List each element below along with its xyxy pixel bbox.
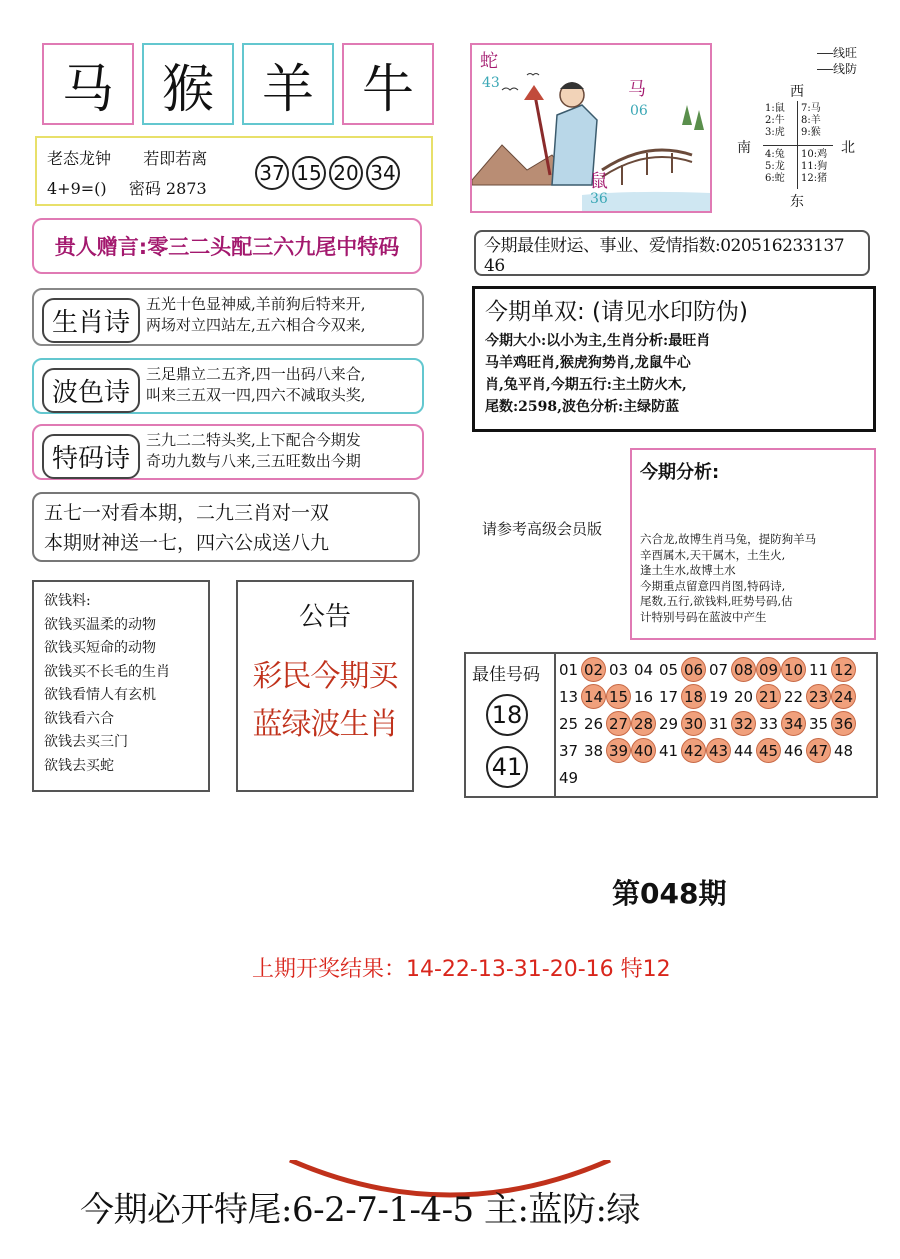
- money-line: 欲钱看情人有玄机: [44, 687, 156, 703]
- number-cell: 35: [808, 714, 829, 733]
- intro-ball: 37: [255, 156, 289, 190]
- poem-line: 五光十色显神威,羊前狗后特来开,: [146, 295, 366, 313]
- poem-box-special: [32, 424, 424, 480]
- number-cell-highlighted: 08: [731, 657, 756, 682]
- intro-balls: [255, 156, 403, 190]
- poem-box-color: [32, 358, 424, 414]
- number-cell-highlighted: 15: [606, 684, 631, 709]
- compass-south: 南: [737, 140, 751, 156]
- last-result: 上期开奖结果：14-22-13-31-20-16 特12: [252, 957, 671, 982]
- snake-label: 蛇: [480, 51, 498, 72]
- compass-cell: 9:猴: [801, 127, 821, 138]
- animal-char: 牛: [361, 59, 414, 120]
- number-cell-highlighted: 32: [731, 711, 756, 736]
- analysis-title: 今期分析:: [640, 462, 720, 483]
- analysis-line: 辛酉属木,天干属木，土生火,: [640, 547, 786, 562]
- analysis-line: 六合龙,故博生肖马兔，提防狗羊马: [640, 532, 817, 546]
- number-grid: [556, 656, 876, 791]
- analysis-line: 逢土生水,故博土水: [640, 563, 736, 577]
- number-cell-highlighted: 10: [781, 657, 806, 682]
- notice-box: [236, 580, 414, 792]
- number-cell: 04: [633, 660, 654, 679]
- compass-cell: 4:兔: [765, 149, 785, 160]
- best-pick: 18: [486, 694, 528, 736]
- analysis-box: [630, 448, 876, 640]
- poem-text: [146, 364, 366, 406]
- number-cell: 29: [658, 714, 679, 733]
- money-line: 欲钱买短命的动物: [44, 640, 156, 656]
- number-cell-highlighted: 06: [681, 657, 706, 682]
- horse-label: 马: [628, 79, 646, 100]
- animal-box-3: [242, 43, 334, 125]
- number-cell: 20: [733, 687, 754, 706]
- animal-char: 马: [61, 59, 114, 120]
- poem-label: 生肖诗: [42, 298, 140, 343]
- number-cell-highlighted: 14: [581, 684, 606, 709]
- number-cell-highlighted: 02: [581, 657, 606, 682]
- compass-left-bottom: [765, 149, 785, 185]
- intro-phrase-2: 若即若离: [143, 149, 208, 168]
- number-cell: 19: [708, 687, 729, 706]
- number-cell: 13: [558, 687, 579, 706]
- number-cell: 22: [783, 687, 804, 706]
- number-cell: 38: [583, 741, 604, 760]
- single-double-box: [472, 286, 876, 432]
- notice-line: 蓝绿波生肖: [252, 707, 398, 742]
- compass-cell: 3:虎: [765, 127, 785, 138]
- compass-right-top: [801, 103, 821, 139]
- number-cell: 33: [758, 714, 779, 733]
- animal-char: 猴: [161, 59, 214, 120]
- number-cell: 41: [658, 741, 679, 760]
- notice-line: 彩民今期买: [252, 659, 398, 694]
- number-cell-highlighted: 24: [831, 684, 856, 709]
- poem-line: 三九二二特头奖,上下配合今期发: [146, 431, 361, 449]
- compass-legend: [817, 45, 857, 77]
- money-line: 欲钱买不长毛的生肖: [44, 663, 170, 680]
- slogan-line: 五七一对看本期，二九三肖对一双: [44, 502, 330, 524]
- single-double-line: 肖,兔平肖,今期五行:主土防火木,: [485, 377, 687, 393]
- number-cell-highlighted: 23: [806, 684, 831, 709]
- single-double-line: 今期大小:以小为主,生肖分析:最旺肖: [485, 333, 711, 349]
- intro-ball: 20: [329, 156, 363, 190]
- intro-ball: 15: [292, 156, 326, 190]
- intro-phrase-1: 老态龙钟: [47, 149, 112, 168]
- compass-cell: 1:鼠: [765, 103, 785, 114]
- poem-label: 波色诗: [42, 368, 140, 413]
- number-cell-highlighted: 42: [681, 738, 706, 763]
- horse-num: 06: [630, 103, 648, 119]
- poem-text: [146, 430, 361, 472]
- index-bar: [474, 230, 870, 276]
- intro-box: [35, 136, 433, 206]
- number-cell: 46: [783, 741, 804, 760]
- analysis-line: 计特别号码在蓝波中产生: [640, 609, 767, 624]
- single-double-line: 马羊鸡旺肖,猴虎狗势肖,龙鼠牛心: [485, 355, 691, 371]
- compass-cell: 5:龙: [765, 161, 785, 172]
- compass-east: 东: [790, 194, 804, 210]
- compass-left-top: [765, 103, 785, 139]
- bottom-line: 今期必开特尾:6-2-7-1-4-5 主:蓝防:绿: [80, 1190, 640, 1230]
- compass-right-bottom: [801, 149, 827, 185]
- money-line: 欲钱买温柔的动物: [44, 616, 156, 633]
- compass-cell: 8:羊: [801, 115, 821, 126]
- number-cell: 26: [583, 714, 604, 733]
- number-cell-highlighted: 09: [756, 657, 781, 682]
- snake-num: 43: [482, 75, 500, 91]
- number-cell: 44: [733, 741, 754, 760]
- animal-box-4: [342, 43, 434, 125]
- compass-cell: 7:马: [801, 103, 821, 114]
- analysis-line: 尾数,五行,欲钱料,旺势号码,估: [640, 594, 793, 608]
- number-cell: 11: [808, 660, 829, 679]
- refer-text: 请参考高级会员版: [482, 520, 603, 538]
- compass: [735, 45, 875, 215]
- number-cell: 49: [558, 768, 579, 787]
- number-cell-highlighted: 27: [606, 711, 631, 736]
- number-cell: 05: [658, 660, 679, 679]
- slogan-box: [32, 492, 420, 562]
- compass-cell: 11:狗: [801, 161, 828, 172]
- gift-banner-text: 贵人赠言:零三二头配三六九尾中特码: [54, 235, 400, 259]
- legend-item: 线旺: [833, 46, 858, 60]
- compass-cell: 10:鸡: [801, 149, 828, 160]
- animal-box-2: [142, 43, 234, 125]
- compass-west: 西: [790, 84, 804, 100]
- number-cell: 48: [833, 741, 854, 760]
- compass-north: 北: [841, 140, 855, 156]
- legend-item: 线防: [833, 62, 858, 76]
- number-cell: 17: [658, 687, 679, 706]
- poem-text: [146, 294, 366, 336]
- index-bar-text: 今期最佳财运、事业、爱情指数:020516233137 46: [484, 235, 845, 276]
- money-title: 欲钱料:: [44, 593, 91, 609]
- notice-title: 公告: [298, 602, 351, 632]
- poem-line: 三足鼎立二五齐,四一出码八来合,: [146, 365, 366, 383]
- number-cell: 07: [708, 660, 729, 679]
- money-line: 欲钱去买蛇: [44, 757, 114, 774]
- poem-line: 两场对立四站左,五六相合今双来,: [146, 316, 366, 334]
- single-double-title: 今期单双: (请见水印防伪): [485, 299, 749, 325]
- rat-label: 鼠: [590, 171, 608, 192]
- number-cell-highlighted: 40: [631, 738, 656, 763]
- compass-cell: 12:猪: [801, 173, 828, 184]
- number-cell-highlighted: 12: [831, 657, 856, 682]
- poem-line: 叫来三五双一四,四六不减取头奖,: [146, 386, 366, 404]
- compass-cell: 6:蛇: [765, 173, 785, 184]
- number-cell-highlighted: 39: [606, 738, 631, 763]
- money-line: 欲钱去买三门: [44, 734, 128, 750]
- analysis-line: 今期重点留意四肖图,特码诗,: [640, 578, 786, 593]
- number-cell-highlighted: 34: [781, 711, 806, 736]
- number-cell-highlighted: 30: [681, 711, 706, 736]
- intro-password: 密码 2873: [128, 179, 207, 198]
- poem-line: 奇功九数与八来,三五旺数出今期: [146, 452, 361, 470]
- number-cell-highlighted: 21: [756, 684, 781, 709]
- best-numbers-label: 最佳号码: [472, 665, 540, 685]
- number-cell: 03: [608, 660, 629, 679]
- number-cell-highlighted: 36: [831, 711, 856, 736]
- number-cell-highlighted: 18: [681, 684, 706, 709]
- number-cell-highlighted: 47: [806, 738, 831, 763]
- compass-cell: 2:牛: [765, 115, 785, 126]
- number-cell: 31: [708, 714, 729, 733]
- rat-num: 36: [590, 191, 608, 207]
- single-double-line: 尾数:2598,波色分析:主绿防蓝: [485, 399, 680, 415]
- best-pick: 41: [486, 746, 528, 788]
- gift-banner: [32, 218, 422, 274]
- intro-ball: 34: [366, 156, 400, 190]
- number-cell: 37: [558, 741, 579, 760]
- intro-formula: 4+9=(): [47, 179, 107, 198]
- number-cell: 16: [633, 687, 654, 706]
- number-cell-highlighted: 43: [706, 738, 731, 763]
- number-cell: 01: [558, 660, 579, 679]
- poem-label: 特码诗: [42, 434, 140, 479]
- money-box: [32, 580, 210, 792]
- number-cell-highlighted: 45: [756, 738, 781, 763]
- slogan-line: 本期财神送一七，四六公成送八九: [44, 532, 330, 554]
- money-line: 欲钱看六合: [44, 710, 114, 727]
- animal-char: 羊: [261, 59, 314, 120]
- number-cell: 25: [558, 714, 579, 733]
- illustration-box: [470, 43, 712, 213]
- issue-number: 第048期: [612, 877, 727, 910]
- animal-box-1: [42, 43, 134, 125]
- number-cell-highlighted: 28: [631, 711, 656, 736]
- poem-box-zodiac: [32, 288, 424, 346]
